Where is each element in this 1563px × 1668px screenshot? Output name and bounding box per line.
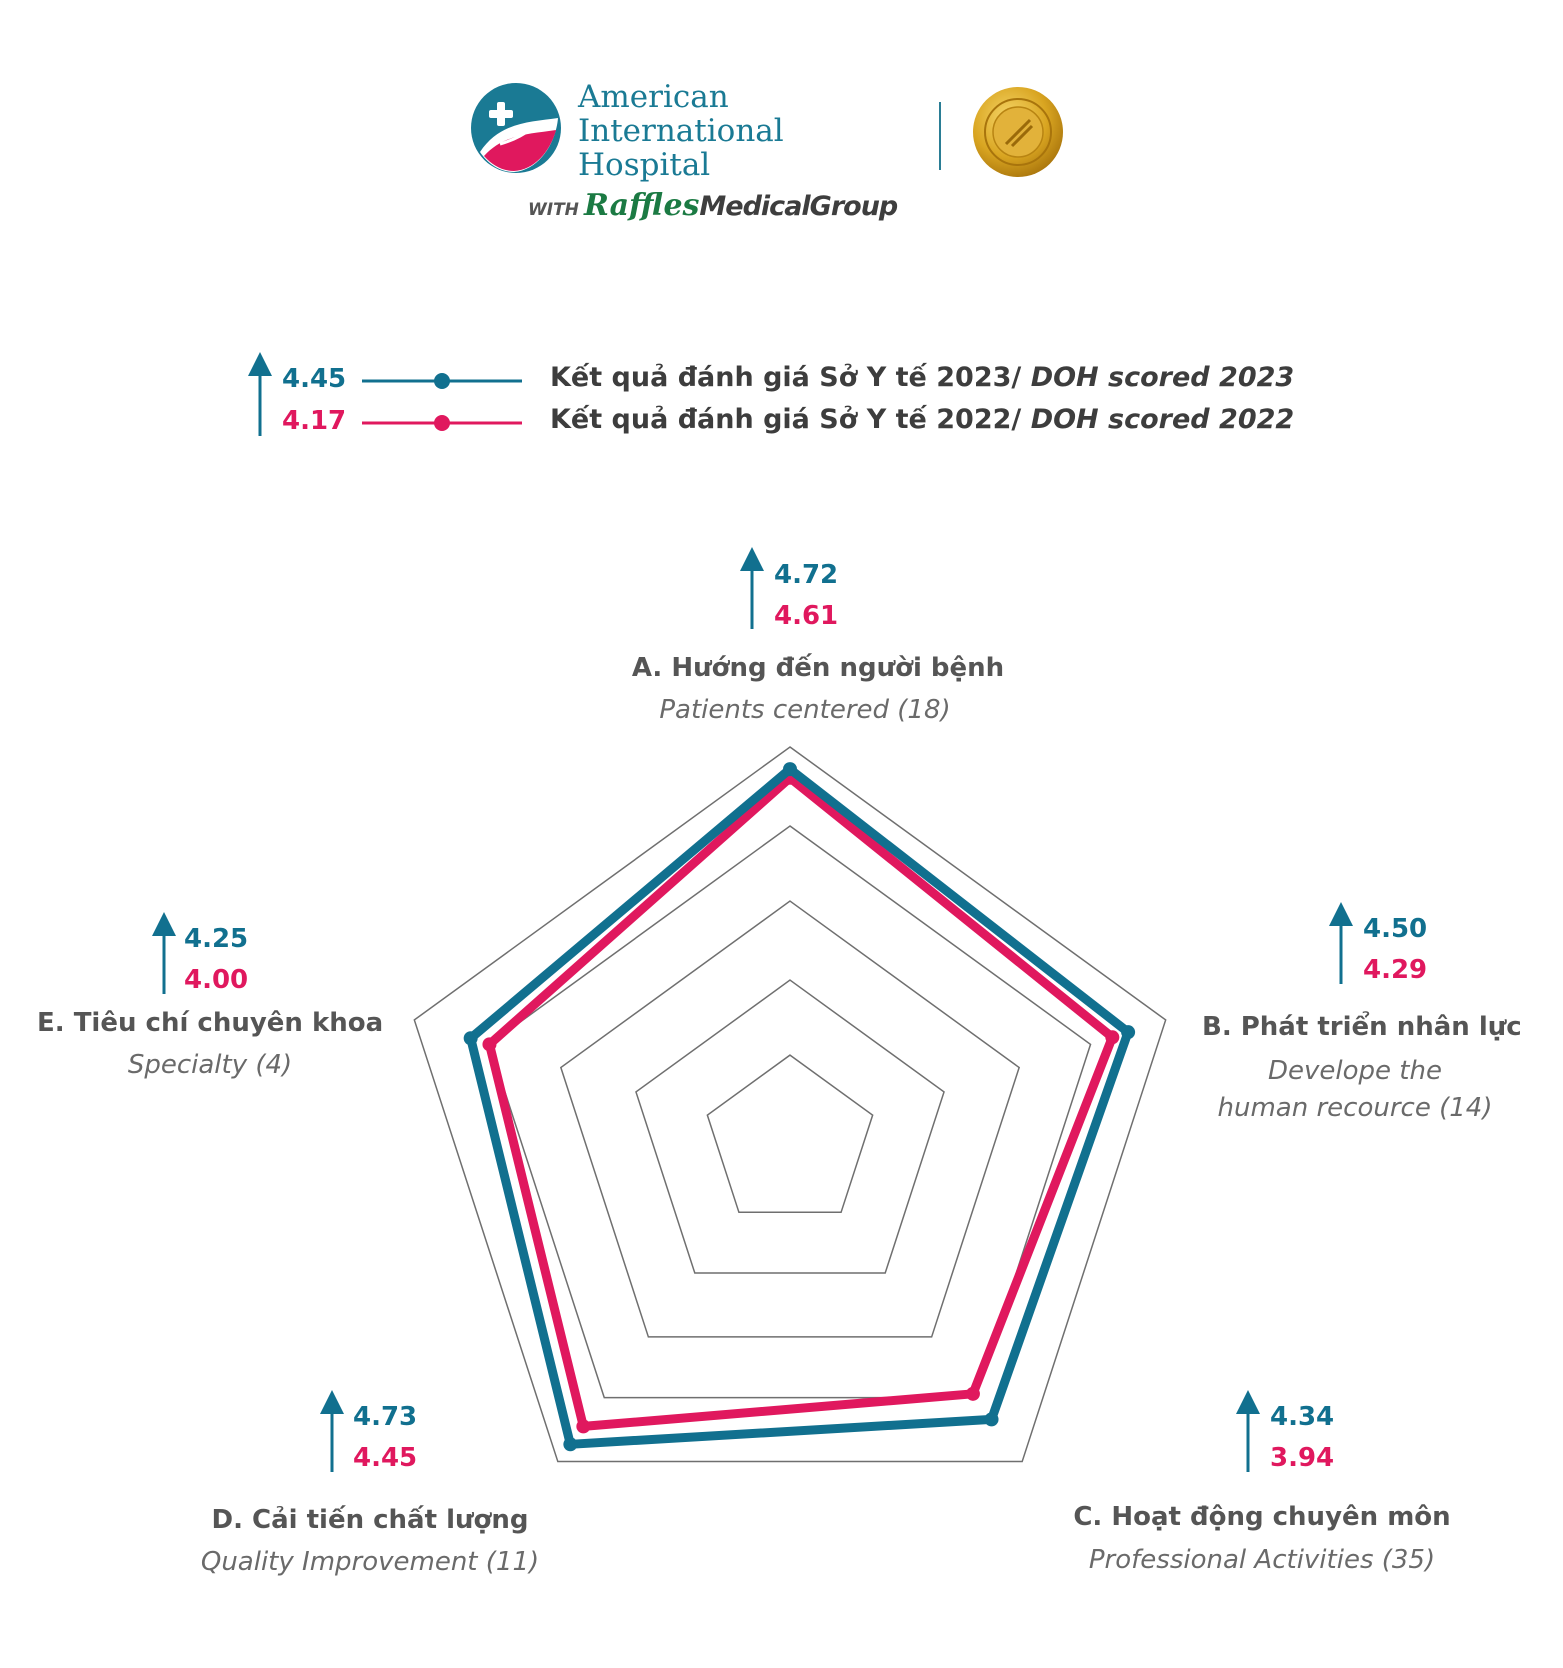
legend-label-2022-text: Kết quả đánh giá Sở Y tế 2022/ xyxy=(550,404,1031,435)
score-a-2023: 4.72 xyxy=(774,560,839,590)
point-d-2023 xyxy=(563,1437,577,1451)
axis-e-title: E. Tiêu chí chuyên khoa xyxy=(37,1008,384,1038)
grid-ring-5 xyxy=(707,1055,872,1212)
axis-b-subtitle-line2: human recource (14) xyxy=(1217,1093,1493,1123)
score-arrow-e-icon xyxy=(152,912,176,994)
score-arrow-a-icon xyxy=(740,547,764,629)
point-b-2022 xyxy=(1105,1030,1119,1044)
legend-value-2022: 4.17 xyxy=(282,406,347,436)
score-d-2023: 4.73 xyxy=(353,1402,418,1432)
point-d-2022 xyxy=(576,1419,590,1433)
legend-value-2023: 4.45 xyxy=(282,364,347,394)
logo-name-line3: Hospital xyxy=(578,147,711,183)
axis-c-subtitle: Professional Activities (35) xyxy=(1088,1545,1436,1575)
score-b-2023: 4.50 xyxy=(1363,914,1428,944)
logo-raffles: Raffles xyxy=(584,188,700,223)
score-b-2022: 4.29 xyxy=(1363,955,1428,985)
grid-ring-4 xyxy=(636,980,944,1273)
axis-e-subtitle: Specialty (4) xyxy=(127,1050,293,1080)
grid-ring-1 xyxy=(414,747,1165,1462)
legend-label-2022-em: DOH scored 2022 xyxy=(1030,404,1295,435)
legend-label-2023-em: DOH scored 2023 xyxy=(1030,362,1295,393)
axis-b-title: B. Phát triển nhân lực xyxy=(1202,1012,1522,1042)
logo-with: WITH xyxy=(528,200,579,220)
score-e-2022: 4.00 xyxy=(184,965,249,995)
legend-label-2023-text: Kết quả đánh giá Sở Y tế 2023/ xyxy=(550,362,1031,393)
point-b-2023 xyxy=(1121,1025,1135,1039)
axis-c-title: C. Hoạt động chuyên môn xyxy=(1073,1502,1451,1532)
grid-ring-3 xyxy=(561,901,1019,1337)
score-c-2022: 3.94 xyxy=(1270,1443,1335,1473)
point-c-2022 xyxy=(966,1387,980,1401)
score-arrow-b-icon xyxy=(1329,902,1353,984)
score-arrow-d-icon xyxy=(320,1390,344,1472)
logo-name-line2: International xyxy=(578,113,784,149)
score-a-2022: 4.61 xyxy=(774,601,839,631)
axis-d-subtitle: Quality Improvement (11) xyxy=(200,1547,540,1577)
score-arrow-c-icon xyxy=(1236,1390,1260,1472)
score-c-2023: 4.34 xyxy=(1270,1402,1335,1432)
score-e-2023: 4.25 xyxy=(184,924,249,954)
series-line-2023 xyxy=(471,769,1128,1444)
point-e-2022 xyxy=(482,1037,496,1051)
point-c-2023 xyxy=(985,1412,999,1426)
axis-b-subtitle-line1: Develope the xyxy=(1268,1056,1442,1086)
logo-name-line1: American xyxy=(578,79,729,115)
logo-medical-group: MedicalGroup xyxy=(699,191,898,222)
score-d-2022: 4.45 xyxy=(353,1443,418,1473)
axis-a-subtitle: Patients centered (18) xyxy=(659,695,951,725)
point-a-2023 xyxy=(783,762,797,776)
axis-a-title: A. Hướng đến người bệnh xyxy=(631,653,1005,683)
axis-d-title: D. Cải tiến chất lượng xyxy=(211,1505,529,1535)
point-e-2023 xyxy=(464,1031,478,1045)
